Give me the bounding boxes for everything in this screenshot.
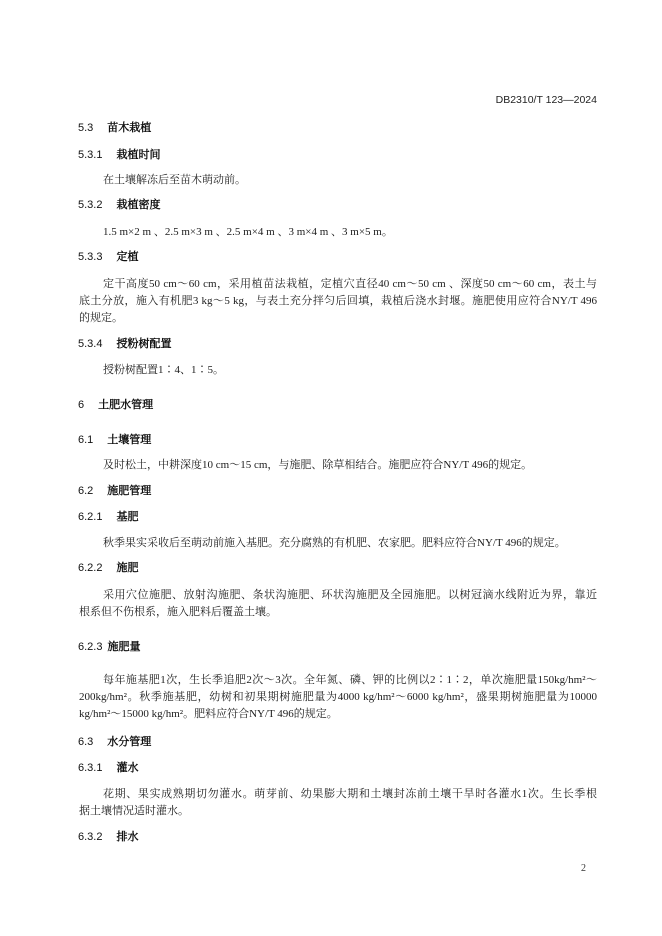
section-number: 6.2.3 <box>78 641 103 653</box>
section-heading <box>78 147 160 164</box>
section-title: 灌水 <box>116 762 139 774</box>
section-heading <box>78 639 140 656</box>
paragraph <box>79 535 597 552</box>
paragraph-line: 在土壤解冻后至苗木萌动前。 <box>103 174 246 186</box>
section-title: 土壤管理 <box>107 434 152 446</box>
paragraph-line: 采用穴位施肥、放射沟施肥、条状沟施肥、环状沟施肥及全园施肥。以树冠滴水线附近为界，靠近 <box>103 589 597 601</box>
paragraph-line: 授粉树配置1∶4、1∶5。 <box>103 364 224 376</box>
section-title: 土肥水管理 <box>98 399 154 411</box>
section-title: 施肥管理 <box>107 485 152 497</box>
paragraph-line: 的规定。 <box>79 312 123 324</box>
section-number: 5.3 <box>78 122 94 134</box>
paragraph <box>79 224 597 241</box>
paragraph-line: 秋季果实采收后至萌动前施入基肥。充分腐熟的有机肥、农家肥。肥料应符合NY/T 496的规定。 <box>103 537 566 549</box>
section-number: 6.2.2 <box>78 562 103 574</box>
paragraph <box>79 276 597 327</box>
section-title: 栽植时间 <box>116 149 161 161</box>
paragraph-line: 200kg/hm²。秋季施基肥，幼树和初果期树施肥量为4000 kg/hm²～6000 kg/hm²，盛果期树施肥量为10000 <box>79 691 597 703</box>
section-heading <box>78 432 151 449</box>
paragraph <box>79 457 597 474</box>
section-heading <box>78 509 138 526</box>
section-number: 5.3.2 <box>78 199 103 211</box>
paragraph <box>79 587 597 621</box>
section-heading <box>78 734 151 751</box>
section-number: 6.2.1 <box>78 511 103 523</box>
paragraph-line: 每年施基肥1次，生长季追肥2次～3次。全年氮、磷、钾的比例以2∶1∶2，单次施肥量150kg/hm²～ <box>103 674 597 686</box>
paragraph-line: 底土分放，施入有机肥3 kg～5 kg，与表土充分拌匀后回填，栽植后浇水封堰。施肥使用应符合NY/T 496 <box>79 295 597 307</box>
section-heading <box>78 560 138 577</box>
section-title: 施肥 <box>116 562 139 574</box>
paragraph <box>79 672 597 723</box>
section-title: 授粉树配置 <box>116 338 172 350</box>
section-number: 6.3 <box>78 736 94 748</box>
section-number: 6 <box>78 399 85 411</box>
section-heading <box>78 760 138 777</box>
paragraph-line: 根系但不伤根系，施入肥料后覆盖土壤。 <box>79 606 277 618</box>
section-title: 栽植密度 <box>116 199 161 211</box>
paragraph-line: 据土壤情况适时灌水。 <box>79 805 189 817</box>
section-heading <box>78 829 138 846</box>
paragraph-line: kg/hm²～15000 kg/hm²。肥料应符合NY/T 496的规定。 <box>79 708 338 720</box>
paragraph-line: 定干高度50 cm～60 cm，采用植苗法栽植，定植穴直径40 cm～50 cm 、深度50 cm～60 cm，表土与 <box>103 278 597 290</box>
paragraph <box>79 786 597 820</box>
paragraph-line: 1.5 m×2 m 、2.5 m×3 m 、2.5 m×4 m 、3 m×4 m 、3 m×5 m。 <box>103 226 393 238</box>
section-heading <box>78 249 138 266</box>
section-heading <box>78 483 151 500</box>
running-header: DB2310/T 123—2024 <box>495 94 597 106</box>
section-title: 定植 <box>116 251 139 263</box>
section-number: 6.3.1 <box>78 762 103 774</box>
page-number: 2 <box>581 863 586 874</box>
section-number: 5.3.3 <box>78 251 103 263</box>
section-number: 6.2 <box>78 485 94 497</box>
section-title: 苗木栽植 <box>107 122 152 134</box>
section-number: 6.1 <box>78 434 94 446</box>
paragraph-line: 及时松土，中耕深度10 cm～15 cm，与施肥、除草相结合。施肥应符合NY/T 496的规定。 <box>103 459 533 471</box>
paragraph-line: 花期、果实成熟期切勿灌水。萌芽前、幼果膨大期和土壤封冻前土壤干旱时各灌水1次。生长季根 <box>103 788 597 800</box>
paragraph <box>79 362 597 379</box>
section-heading <box>78 197 160 214</box>
section-title: 排水 <box>116 831 139 843</box>
section-heading <box>78 120 151 137</box>
section-number: 5.3.1 <box>78 149 103 161</box>
section-number: 5.3.4 <box>78 338 103 350</box>
section-title: 水分管理 <box>107 736 152 748</box>
chapter-heading <box>78 397 153 414</box>
section-heading <box>78 336 171 353</box>
section-title: 施肥量 <box>107 641 141 653</box>
paragraph <box>79 172 597 189</box>
section-number: 6.3.2 <box>78 831 103 843</box>
section-title: 基肥 <box>116 511 139 523</box>
